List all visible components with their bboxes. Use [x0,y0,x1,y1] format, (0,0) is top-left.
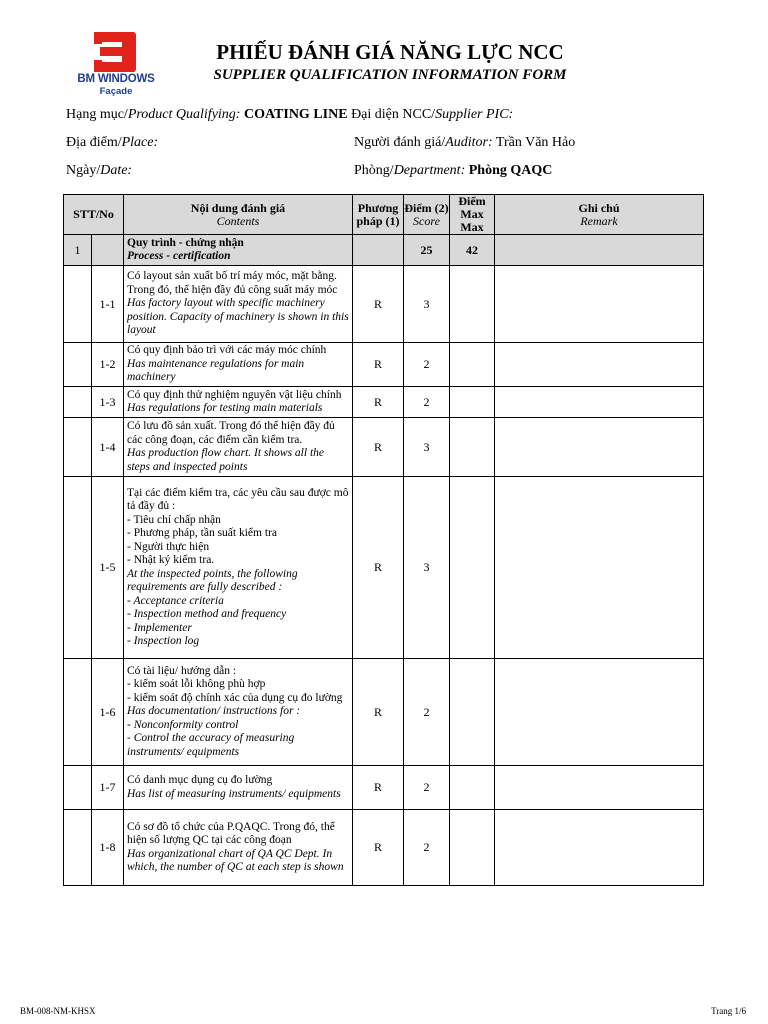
place-label-en: Place: [121,135,159,150]
section-title-vi: Quy trình - chứng nhận [127,236,244,249]
header-stt: STT/No [64,195,124,235]
row-content-vi: Có danh mục dụng cụ đo lường [127,774,273,786]
row-no: 1-3 [92,387,124,418]
header-max [450,195,495,235]
header-score-vi: Điểm (2) [404,200,449,215]
row-content-en: Has regulations for testing main materials [127,402,323,414]
table-row [64,766,704,810]
row-content-en: At the inspected points, the following requirements are fully described : [127,567,298,593]
header-contents-en: Contents [216,213,260,228]
row-score: 3 [404,418,450,477]
row-content [124,418,353,477]
header-contents [124,195,353,235]
section-subno [92,235,124,266]
row-remark [495,766,704,810]
logo-brand-text: BM WINDOWS [77,73,155,85]
row-max [450,766,495,810]
row-score: 3 [404,477,450,659]
table-row [64,418,704,477]
department-field [354,163,552,179]
form-code: BM-008-NM-KHSX [20,1006,96,1016]
table-row [64,810,704,886]
place-label-vi: Địa điểm/ [66,135,122,150]
pic-label-vi: Đại diện NCC/ [351,107,436,122]
row-content [124,659,353,766]
section-method [353,235,404,266]
row-blank [64,810,92,886]
row-content-en: Has list of measuring instruments/ equipments [127,787,341,800]
row-remark [495,810,704,886]
row-score: 2 [404,387,450,418]
row-score: 3 [404,266,450,343]
row-remark [495,659,704,766]
row-content-en: Has production flow chart. It shows all the steps and inspected points [127,447,324,473]
row-max [450,659,495,766]
row-content-vi: - kiểm soát lỗi không phù hợp [127,678,266,691]
section-remark [495,235,704,266]
row-method: R [353,343,404,387]
row-content-en: Has documentation/ instructions for : [127,705,301,718]
row-method: R [353,766,404,810]
row-content-vi: - Nhật ký kiểm tra. [127,554,215,566]
header-max-en: Max [460,220,484,234]
table-row [64,343,704,387]
row-content-vi: Có lưu đồ sản xuất. Trong đó thể hiện đầy đủ các công đoạn, các điểm cần kiểm tra. [127,420,335,446]
row-content-vi: - Phương pháp, tần suất kiểm tra [127,527,277,539]
row-no: 1-2 [92,343,124,387]
row-content-en: - Inspection method and frequency [127,608,287,620]
row-method: R [353,810,404,886]
table-row [64,387,704,418]
row-blank [64,477,92,659]
row-no: 1-8 [92,810,124,886]
product-value: COATING LINE [243,107,348,122]
header-score-en: Score [413,213,440,228]
date-field [66,163,132,179]
table-row [64,659,704,766]
page-number: Trang 1/6 [711,1006,746,1016]
row-content-vi: Có quy định thử nghiệm nguyên vật liệu chính [127,388,342,401]
row-content-en: Has maintenance regulations for main machinery [127,357,305,384]
row-method: R [353,387,404,418]
row-no: 1-1 [92,266,124,343]
auditor-label-vi: Người đánh giá/ [354,135,446,150]
auditor-field [354,135,575,151]
row-content-en: - Control the accuracy of measuring instruments/ equipments [127,732,295,758]
row-max [450,387,495,418]
section-no: 1 [64,235,92,266]
auditor-value: Trần Văn Hảo [495,135,576,150]
table-row [64,266,704,343]
row-score: 2 [404,659,450,766]
date-label-vi: Ngày/ [66,163,101,178]
dept-label-vi: Phòng/ [354,163,394,178]
row-content-vi: Có quy định bảo trì với các máy móc chính [127,344,327,357]
form-title-vi: PHIẾU ĐÁNH GIÁ NĂNG LỰC NCC [216,40,564,64]
section-title [124,235,353,266]
row-method: R [353,477,404,659]
bm-logo-icon [92,32,140,72]
header-score [404,195,450,235]
row-content-vi: - Tiêu chí chấp nhận [127,513,221,526]
date-label-en: Date: [100,163,133,178]
header-contents-vi: Nội dung đánh giá [190,200,286,215]
row-method: R [353,659,404,766]
row-max [450,477,495,659]
evaluation-table [63,194,704,886]
row-blank [64,266,92,343]
row-content [124,343,353,387]
product-label-en: Product Qualifying: [127,107,241,122]
row-content-en: Has organizational chart of QA QC Dept. In which, the number of QC at each step is shown [127,847,344,873]
logo-sub-text: Façade [99,86,133,97]
row-method: R [353,266,404,343]
product-field [66,107,513,123]
row-content-en: - Inspection log [127,635,200,647]
section-score: 25 [404,235,450,266]
row-content-en: Has factory layout with specific machinery position. Capacity of machinery is shown in this layout [127,297,349,337]
dept-label-en: Department: [393,163,466,178]
row-remark [495,266,704,343]
row-method: R [353,418,404,477]
row-no: 1-6 [92,659,124,766]
row-score: 2 [404,810,450,886]
auditor-label-en: Auditor: [445,135,493,150]
row-blank [64,659,92,766]
row-content-vi: - kiểm soát độ chính xác của dụng cụ đo lường [127,691,343,704]
row-content-en: - Implementer [127,621,192,634]
place-field [66,135,158,151]
table-row [64,477,704,659]
form-title-en: SUPPLIER QUALIFICATION INFORMATION FORM [213,67,567,83]
row-content-vi: Có layout sản xuất bố trí máy móc, mặt bằng. Trong đó, thể hiện đầy đủ công suất máy móc [127,270,338,296]
row-blank [64,418,92,477]
row-score: 2 [404,766,450,810]
header-method: Phương pháp (1) [353,195,404,235]
row-content [124,387,353,418]
row-content-en: - Nonconformity control [127,718,239,731]
dept-value: Phòng QAQC [468,163,553,178]
row-content [124,766,353,810]
row-content-en: - Acceptance criteria [127,594,224,607]
row-blank [64,766,92,810]
row-max [450,343,495,387]
row-no: 1-4 [92,418,124,477]
row-max [450,418,495,477]
section-max: 42 [450,235,495,266]
row-blank [64,387,92,418]
header-max-vi: Điểm Max [458,194,486,221]
row-remark [495,387,704,418]
section-title-en: Process - certification [127,250,231,262]
table-header-row [64,195,704,235]
row-remark [495,418,704,477]
row-content-vi: Tại các điểm kiểm tra, các yêu cầu sau được mô tả đầy đủ : [127,486,349,512]
row-content-vi: Có tài liệu/ hướng dẫn : [127,664,237,677]
row-no: 1-5 [92,477,124,659]
company-logo [70,32,162,100]
row-content [124,810,353,886]
header-remark-vi: Ghi chú [578,200,620,215]
row-max [450,266,495,343]
row-blank [64,343,92,387]
row-max [450,810,495,886]
row-content-vi: Có sơ đồ tổ chức của P.QAQC. Trong đó, thể hiện số lượng QC tại các công đoạn [127,820,335,846]
row-score: 2 [404,343,450,387]
header-remark [495,195,704,235]
row-content [124,477,353,659]
row-content-vi: - Người thực hiện [127,540,210,553]
row-remark [495,477,704,659]
section-row [64,235,704,266]
header-remark-en: Remark [580,213,618,228]
product-label-vi: Hạng mục/ [66,107,128,122]
pic-label-en: Supplier PIC: [435,107,514,122]
criteria-rows [64,266,704,886]
row-no: 1-7 [92,766,124,810]
row-content [124,266,353,343]
row-remark [495,343,704,387]
